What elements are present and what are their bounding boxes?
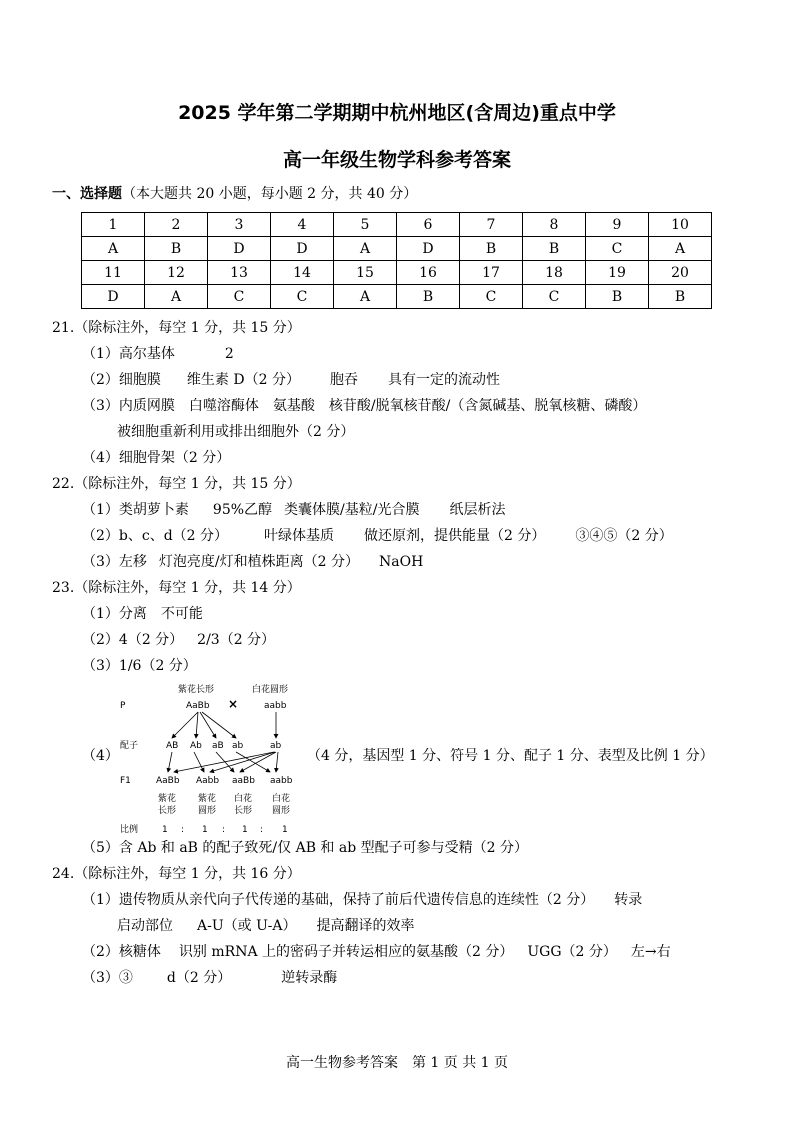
f1-genotype: aaBb bbox=[232, 776, 255, 786]
q24-ans: 识别 mRNA 上的密码子并转运相应的氨基酸（2 分） bbox=[178, 944, 514, 960]
table-cell: 18 bbox=[523, 261, 586, 285]
parent2-phenotype: 白花圆形 bbox=[252, 685, 289, 695]
q24-ans: （2）核糖体 bbox=[82, 944, 161, 960]
table-cell: C bbox=[586, 237, 649, 261]
q22-line3 bbox=[82, 552, 423, 572]
f1-phenotype: 圆形 bbox=[272, 806, 291, 816]
arrow bbox=[202, 712, 236, 738]
q23-ans: （2）4（2 分） bbox=[82, 632, 184, 648]
table-cell: 16 bbox=[397, 261, 460, 285]
table-cell: C bbox=[271, 285, 334, 309]
table-cell: D bbox=[397, 237, 460, 261]
table-cell: 20 bbox=[649, 261, 712, 285]
q21-line1 bbox=[82, 344, 234, 364]
f1-phenotype: 圆形 bbox=[198, 806, 217, 816]
arrow bbox=[172, 712, 198, 738]
table-cell: D bbox=[208, 237, 271, 261]
table-cell: B bbox=[145, 237, 208, 261]
ratio-value: 1 bbox=[282, 825, 288, 835]
q24-ans: A-U（或 U-A） bbox=[197, 918, 297, 934]
table-cell: B bbox=[523, 237, 586, 261]
q21-ans: 核苷酸/脱氧核苷酸/（含氮碱基、脱氧核糖、磷酸） bbox=[328, 398, 647, 414]
arrow bbox=[196, 712, 198, 738]
q24-ans: （3）③ bbox=[82, 970, 133, 986]
q21-header: 21.（除标注外，每空 1 分，共 15 分） bbox=[52, 320, 301, 336]
page-footer: 高一生物参考答案 第 1 页 共 1 页 bbox=[285, 1055, 509, 1071]
q23-header: 23.（除标注外，每空 1 分，共 14 分） bbox=[52, 580, 301, 596]
q21-ans: （1）高尔基体 bbox=[82, 346, 175, 362]
q24-line2 bbox=[82, 942, 671, 962]
table-row bbox=[82, 237, 712, 261]
q22-line1 bbox=[82, 500, 505, 520]
q23-line5: （5）含 Ab 和 aB 的配子致死/仅 AB 和 ab 型配子可参与受精（2 分） bbox=[82, 840, 528, 856]
q22-ans: 95%乙醇 bbox=[212, 502, 273, 518]
ratio-sep: : bbox=[260, 825, 264, 835]
q22-ans: （1）类胡萝卜素 bbox=[82, 502, 189, 518]
q23-line3: （3）1/6（2 分） bbox=[82, 658, 197, 674]
q21-line4: （4）细胞骨架（2 分） bbox=[82, 450, 231, 466]
parent2-genotype: aabb bbox=[264, 701, 287, 711]
f1-genotype: Aabb bbox=[196, 776, 220, 786]
ratio-value: 1 bbox=[162, 825, 168, 835]
f1-label: F1 bbox=[120, 776, 131, 786]
q21-ans: 具有一定的流动性 bbox=[387, 372, 500, 388]
q22-header: 22.（除标注外，每空 1 分，共 15 分） bbox=[52, 476, 301, 492]
cross-symbol: × bbox=[228, 697, 239, 711]
f1-phenotype: 长形 bbox=[234, 806, 253, 816]
arrow bbox=[200, 712, 216, 738]
gamete: ab bbox=[232, 741, 244, 751]
f1-phenotype: 紫花 bbox=[198, 794, 217, 804]
table-cell: 19 bbox=[586, 261, 649, 285]
table-cell: 5 bbox=[334, 213, 397, 237]
table-cell: 9 bbox=[586, 213, 649, 237]
q24-ans: 逆转录酶 bbox=[281, 970, 338, 986]
q22-ans: （3）左移 bbox=[82, 554, 147, 570]
q23-line2 bbox=[82, 630, 275, 650]
q22-ans: 纸层析法 bbox=[449, 502, 506, 518]
table-row bbox=[82, 285, 712, 309]
table-cell: 4 bbox=[271, 213, 334, 237]
table-cell: 1 bbox=[82, 213, 145, 237]
q21-ans: 白噬溶酶体 bbox=[188, 398, 259, 414]
gamete-label: 配子 bbox=[120, 741, 139, 751]
table-cell: 11 bbox=[82, 261, 145, 285]
q24-ans: UGG（2 分） bbox=[527, 944, 617, 960]
q22-ans: NaOH bbox=[379, 554, 424, 570]
table-cell: D bbox=[271, 237, 334, 261]
f1-phenotype: 长形 bbox=[158, 806, 177, 816]
q22-ans: 做还原剂，提供能量（2 分） bbox=[364, 528, 546, 544]
f1-genotype: AaBb bbox=[156, 776, 180, 786]
q24-ans: （1）遗传物质从亲代向子代传递的基础，保持了前后代遗传信息的连续性（2 分） bbox=[82, 892, 595, 908]
table-cell: A bbox=[82, 237, 145, 261]
table-cell: 6 bbox=[397, 213, 460, 237]
f1-phenotype: 白花 bbox=[234, 794, 253, 804]
parent-to-gamete-arrows bbox=[172, 712, 276, 738]
parent1-phenotype: 紫花长形 bbox=[178, 685, 215, 695]
table-cell: 3 bbox=[208, 213, 271, 237]
q22-ans: （2）b、c、d（2 分） bbox=[82, 528, 229, 544]
q22-ans: ③④⑤（2 分） bbox=[575, 528, 673, 544]
q23-line4-label: （4） bbox=[82, 748, 119, 764]
p-label: P bbox=[120, 701, 126, 711]
table-cell: 17 bbox=[460, 261, 523, 285]
f1-phenotype: 白花 bbox=[272, 794, 291, 804]
gamete: Ab bbox=[190, 741, 202, 751]
table-cell: C bbox=[460, 285, 523, 309]
genetic-cross-diagram bbox=[110, 680, 310, 840]
table-cell: A bbox=[334, 285, 397, 309]
q22-ans: 灯泡亮度/灯和植株距离（2 分） bbox=[158, 554, 359, 570]
q21-ans: 维生素 D（2 分） bbox=[186, 372, 300, 388]
arrow bbox=[194, 752, 204, 772]
gamete: ab bbox=[270, 741, 282, 751]
page-title: 2025 学年第二学期期中杭州地区(含周边)重点中学 bbox=[178, 102, 616, 124]
ratio-sep: : bbox=[181, 825, 185, 835]
table-cell: A bbox=[649, 237, 712, 261]
q24-line3 bbox=[82, 968, 337, 988]
q21-ans: 氨基酸 bbox=[272, 398, 315, 414]
table-cell: B bbox=[460, 237, 523, 261]
q24-header: 24.（除标注外，每空 1 分，共 16 分） bbox=[52, 866, 301, 882]
table-cell: B bbox=[586, 285, 649, 309]
table-cell: 13 bbox=[208, 261, 271, 285]
table-cell: A bbox=[145, 285, 208, 309]
q23-ans: （1）分离 bbox=[82, 606, 147, 622]
ratio-label: 比例 bbox=[120, 825, 139, 835]
q21-line2 bbox=[82, 370, 500, 390]
gamete: aB bbox=[212, 741, 224, 751]
q24-ans: d（2 分） bbox=[166, 970, 232, 986]
q21-ans: 2 bbox=[224, 346, 234, 362]
ratio-value: 1 bbox=[242, 825, 248, 835]
q23-ans: 2/3（2 分） bbox=[197, 632, 276, 648]
parent1-genotype: AaBb bbox=[186, 701, 210, 711]
q21-line3-cont: 被细胞重新利用或排出细胞外（2 分） bbox=[117, 424, 355, 440]
table-cell: 8 bbox=[523, 213, 586, 237]
f1-genotype: aabb bbox=[270, 776, 293, 786]
section1-note: （本大题共 20 小题，每小题 2 分，共 40 分） bbox=[122, 186, 418, 202]
q24-line1-cont bbox=[117, 916, 414, 936]
gamete: AB bbox=[166, 741, 179, 751]
table-cell: C bbox=[208, 285, 271, 309]
arrow bbox=[174, 752, 274, 772]
q24-line1 bbox=[82, 890, 642, 910]
table-cell: A bbox=[334, 237, 397, 261]
table-cell: D bbox=[82, 285, 145, 309]
q23-ans: 不可能 bbox=[160, 606, 203, 622]
table-cell: 2 bbox=[145, 213, 208, 237]
table-cell: 15 bbox=[334, 261, 397, 285]
q24-ans: 启动部位 bbox=[117, 918, 173, 934]
page-subtitle: 高一年级生物学科参考答案 bbox=[282, 149, 511, 171]
table-cell: 12 bbox=[145, 261, 208, 285]
q21-line3 bbox=[82, 396, 646, 416]
f1-phenotype: 紫花 bbox=[158, 794, 177, 804]
section1-title: 一、选择题 bbox=[52, 186, 122, 202]
table-cell: B bbox=[649, 285, 712, 309]
q22-line2 bbox=[82, 526, 673, 546]
answer-table bbox=[81, 212, 712, 309]
q23-line1 bbox=[82, 604, 203, 624]
gamete-to-f1-arrows bbox=[168, 752, 278, 772]
table-cell: C bbox=[523, 285, 586, 309]
q24-ans: 转录 bbox=[614, 892, 643, 908]
q24-ans: 提高翻译的效率 bbox=[316, 918, 415, 934]
q21-ans: （2）细胞膜 bbox=[82, 372, 161, 388]
arrow bbox=[276, 752, 278, 772]
table-row bbox=[82, 213, 712, 237]
q23-line4-note: （4 分，基因型 1 分、符号 1 分、配子 1 分、表型及比例 1 分） bbox=[307, 748, 714, 764]
q24-ans: 左→右 bbox=[630, 944, 671, 960]
section1-heading bbox=[52, 184, 417, 204]
q22-ans: 类囊体膜/基粒/光合膜 bbox=[284, 502, 420, 518]
q21-ans: （3）内质网膜 bbox=[82, 398, 175, 414]
table-cell: 7 bbox=[460, 213, 523, 237]
q22-ans: 叶绿体基质 bbox=[264, 528, 335, 544]
table-cell: 14 bbox=[271, 261, 334, 285]
ratio-value: 1 bbox=[202, 825, 208, 835]
table-cell: 10 bbox=[649, 213, 712, 237]
ratio-sep: : bbox=[222, 825, 226, 835]
table-cell: B bbox=[397, 285, 460, 309]
table-row bbox=[82, 261, 712, 285]
q21-ans: 胞吞 bbox=[329, 372, 358, 388]
arrow bbox=[168, 752, 172, 772]
